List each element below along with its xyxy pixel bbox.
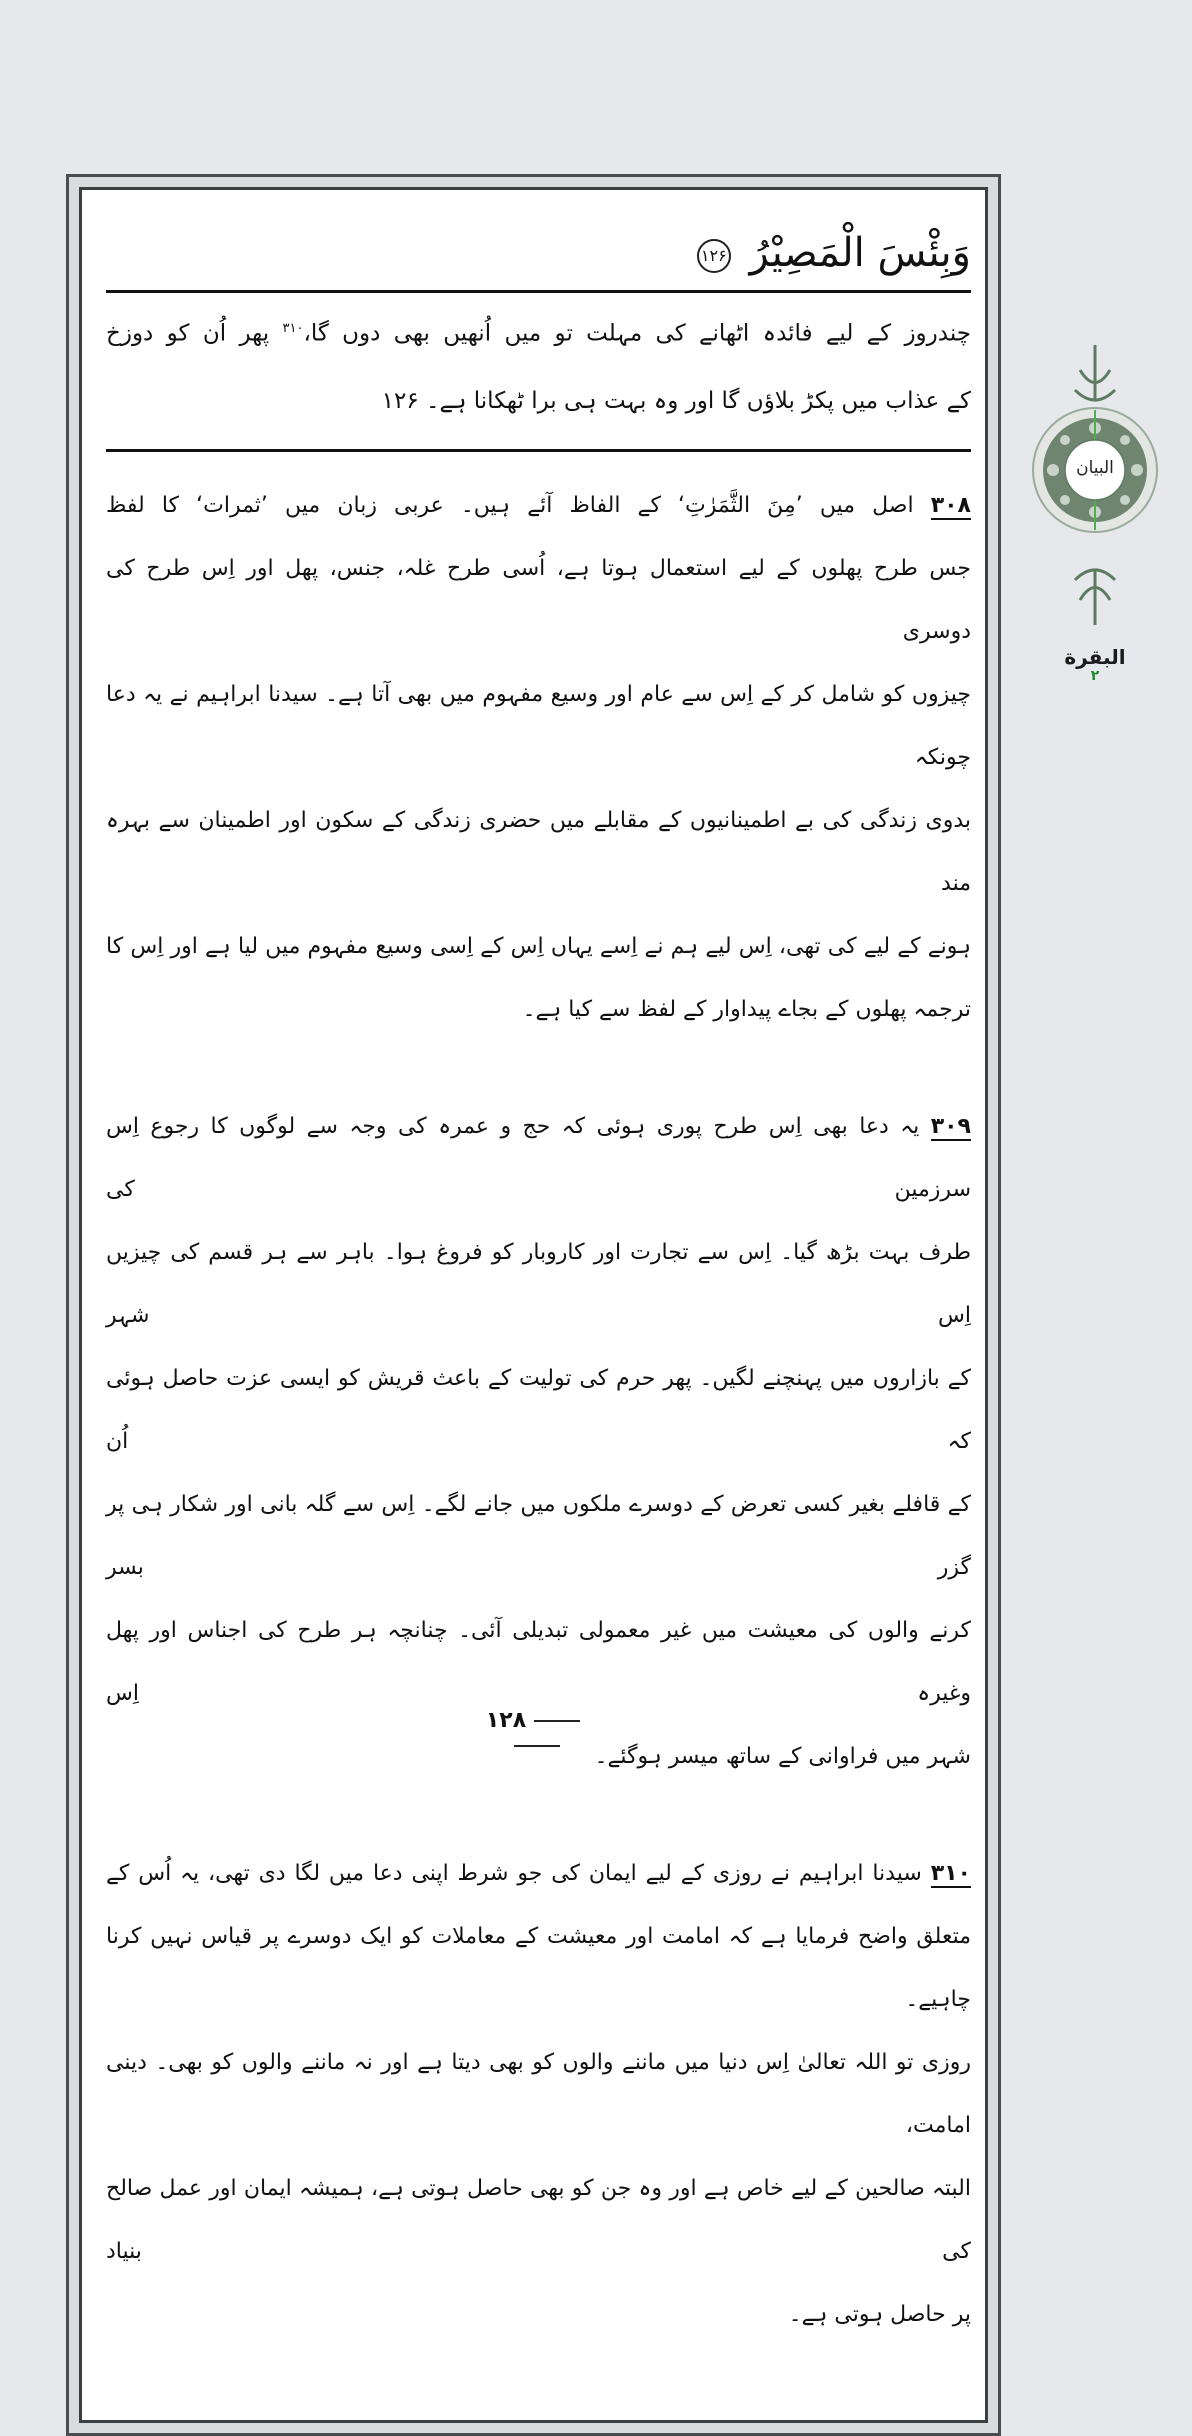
footnote-paragraph — [106, 1842, 971, 2346]
footnote-line — [106, 1221, 971, 1347]
footnote-text: روزی تو اللہ تعالیٰ اِس دنیا میں ماننے والوں کو بھی دیتا ہے اور نہ ماننے والوں کو بھی۔ دینی امامت، — [106, 2049, 971, 2138]
footnote-line — [106, 1347, 971, 1473]
footnote-line — [106, 1473, 971, 1599]
dash-divider — [534, 1720, 580, 1722]
footnote-line — [106, 1599, 971, 1725]
ayah-number-mark: ۱۲۶ — [697, 239, 731, 273]
page-number-text: ۱۲۸ — [485, 1708, 527, 1733]
footnote-line — [106, 1842, 971, 1905]
footnote-ref[interactable]: ۳۱۰ — [282, 321, 304, 336]
footnote-text: اصل میں ’مِنَ الثَّمَرٰتِ‘ کے الفاظ آئے ہیں۔ عربی زبان میں ’ثمرات‘ کا لفظ — [106, 492, 914, 518]
footnote-number: ۳۱۰ — [930, 1860, 971, 1886]
footnote-text: کے بازاروں میں پہنچنے لگیں۔ پھر حرم کی تولیت کے باعث قریش کو ایسی عزت حاصل ہوئی کہ اُن — [106, 1365, 971, 1454]
verse-heading — [106, 190, 971, 290]
surah-name: البقرة — [1064, 645, 1126, 669]
footnote-paragraph — [106, 1095, 971, 1788]
footnote-number: ۳۰۸ — [930, 492, 971, 518]
footnote-text: جس طرح پھلوں کے لیے استعمال ہوتا ہے، اُسی طرح غلہ، جنس، پھل اور اِس طرح کی دوسری — [106, 555, 971, 644]
surah-number: ۲ — [1090, 668, 1100, 684]
footnote-text: طرف بہت بڑھ گیا۔ اِس سے تجارت اور کاروبار کو فروغ ہوا۔ باہر سے ہر قسم کی چیزیں اِس شہر — [106, 1239, 971, 1328]
translation-text: پھر اُن کو دوزخ — [106, 320, 270, 347]
translation-line: کے عذاب میں پکڑ بلاؤں گا اور وہ بہت ہی برا ٹھکانا ہے۔ ۱۲۶ — [381, 387, 971, 414]
footnote-line — [106, 2157, 971, 2283]
footnote-text: سیدنا ابراہیم نے روزی کے لیے ایمان کی جو شرط اپنی دعا میں لگا دی تھی، یہ اُس کے — [106, 1860, 922, 1886]
footnote-text: متعلق واضح فرمایا ہے کہ امامت اور معیشت کے معاملات کو ایک دوسرے پر قیاس نہیں کرنا چاہیے۔ — [106, 1923, 971, 2012]
floral-medallion-icon — [1030, 340, 1160, 630]
translation-line — [106, 295, 971, 368]
footnote-line — [106, 2031, 971, 2157]
page-frame — [66, 174, 1001, 2436]
footnote-paragraph — [106, 474, 971, 1041]
footnote-text: پر حاصل ہوتی ہے۔ — [788, 2301, 971, 2327]
footnote-text: ہونے کے لیے کی تھی، اِس لیے ہم نے اِسے یہاں اِس کے اِسی وسیع مفہوم میں لیا ہے اور اِس کا — [106, 933, 971, 959]
footnote-text: کے قافلے بغیر کسی تعرض کے دوسرے ملکوں میں جانے لگے۔ اِس سے گلہ بانی اور شکار ہی پر گزر بسر — [106, 1491, 971, 1580]
footnote-number: ۳۰۹ — [930, 1113, 971, 1139]
text-panel — [79, 187, 988, 2423]
translation — [106, 293, 971, 449]
footnote-text: کرنے والوں کی معیشت میں غیر معمولی تبدیلی آئی۔ چنانچہ ہر طرح کی اجناس اور پھل وغیرہ اِس — [106, 1617, 971, 1706]
footnote-line — [106, 474, 971, 537]
footnote-text: البتہ صالحین کے لیے خاص ہے اور وہ جن کو بھی حاصل ہوتی ہے، ہمیشہ ایمان اور عمل صالح کی بنیاد — [106, 2175, 971, 2264]
footnote-text: ترجمہ پھلوں کے بجاے پیداوار کے لفظ سے کیا ہے۔ — [522, 996, 971, 1022]
footnote-line — [106, 915, 971, 978]
footnote-text: شہر میں فراوانی کے ساتھ میسر ہوگئے۔ — [594, 1743, 971, 1769]
page-number — [457, 1708, 617, 1758]
footnote-text: یہ دعا بھی اِس طرح پوری ہوئی کہ حج و عمرہ کی وجہ سے لوگوں کا رجوع اِس سرزمین کی — [106, 1113, 971, 1202]
footnote-line — [106, 978, 971, 1041]
footnote-line — [106, 1905, 971, 2031]
footnote-text: چیزوں کو شامل کر کے اِس سے عام اور وسیع مفہوم میں بھی آتا ہے۔ سیدنا ابراہیم نے یہ دعا چونکہ — [106, 681, 971, 770]
footnote-line — [106, 663, 971, 789]
footnote-line — [106, 789, 971, 915]
footnote-line — [106, 1095, 971, 1221]
verse-arabic: وَبِئْسَ الْمَصِيْرُ — [749, 230, 971, 276]
footnotes — [106, 452, 971, 2346]
surah-marker — [1050, 645, 1140, 683]
book-title-label: البیان — [1076, 458, 1114, 478]
translation-text: چندروز کے لیے فائدہ اٹھانے کی مہلت تو میں اُنھیں بھی دوں گا، — [303, 320, 971, 347]
footnote-line — [106, 2283, 971, 2346]
footnote-text: بدوی زندگی کی بے اطمینانیوں کے مقابلے میں حضری زندگی کے سکون اور اطمینان سے بہرہ مند — [106, 807, 971, 896]
dash-divider — [514, 1745, 560, 1747]
footnote-line — [106, 537, 971, 663]
